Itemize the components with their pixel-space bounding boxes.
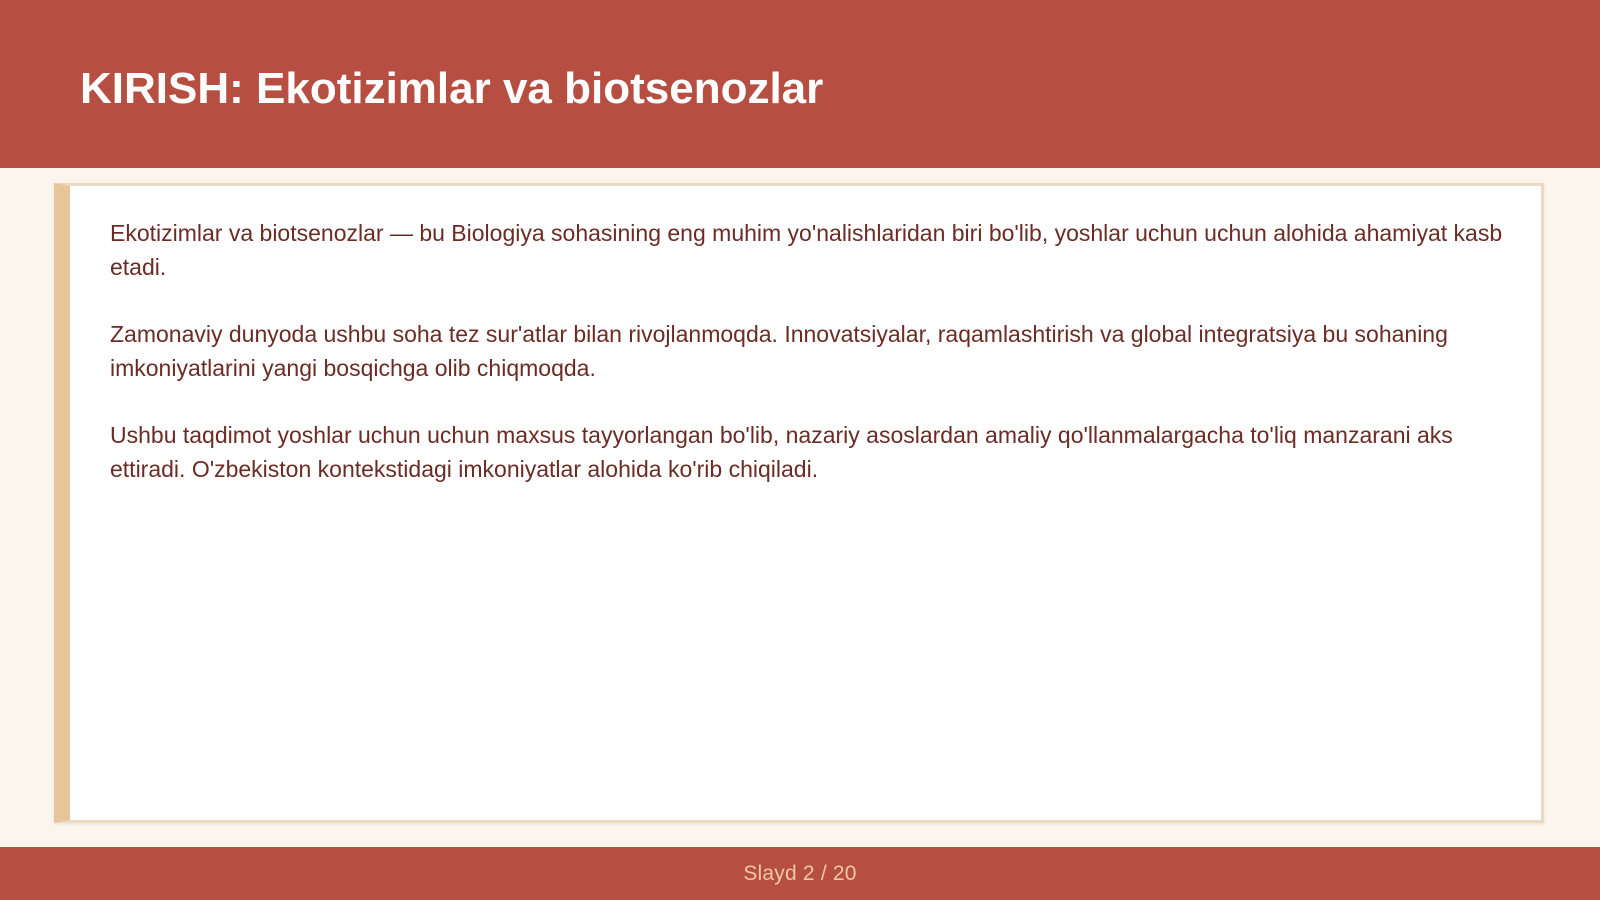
- modern-world-paragraph: Zamonaviy dunyoda ushbu soha tez sur'atlar bilan rivojlanmoqda. Innovatsiyalar, raqamlashtirish va global integratsiya bu sohaning imkoniyatlarini yangi bosqichga olib chiqmoqda.: [110, 321, 1448, 381]
- slide-header: [0, 0, 1600, 168]
- slide-counter: Slayd 2 / 20: [743, 861, 857, 885]
- intro-paragraph: Ekotizimlar va biotsenozlar — bu Biologiya sohasining eng muhim yo'nalishlaridan biri bo'lib, yoshlar uchun uchun alohida ahamiyat kasb etadi.: [110, 220, 1503, 280]
- presentation-scope-paragraph: Ushbu taqdimot yoshlar uchun uchun maxsus tayyorlangan bo'lib, nazariy asoslardan amaliy qo'llanmalargacha to'liq manzarani aks ettiradi. O'zbekiston kontekstidagi imkoniyatlar alohida ko'rib chiqiladi.: [110, 422, 1453, 482]
- slide-footer: [0, 847, 1600, 900]
- content-card: [54, 183, 1544, 823]
- slide-title: KIRISH: Ekotizimlar va biotsenozlar: [80, 64, 824, 113]
- paragraph-list: [110, 216, 1510, 519]
